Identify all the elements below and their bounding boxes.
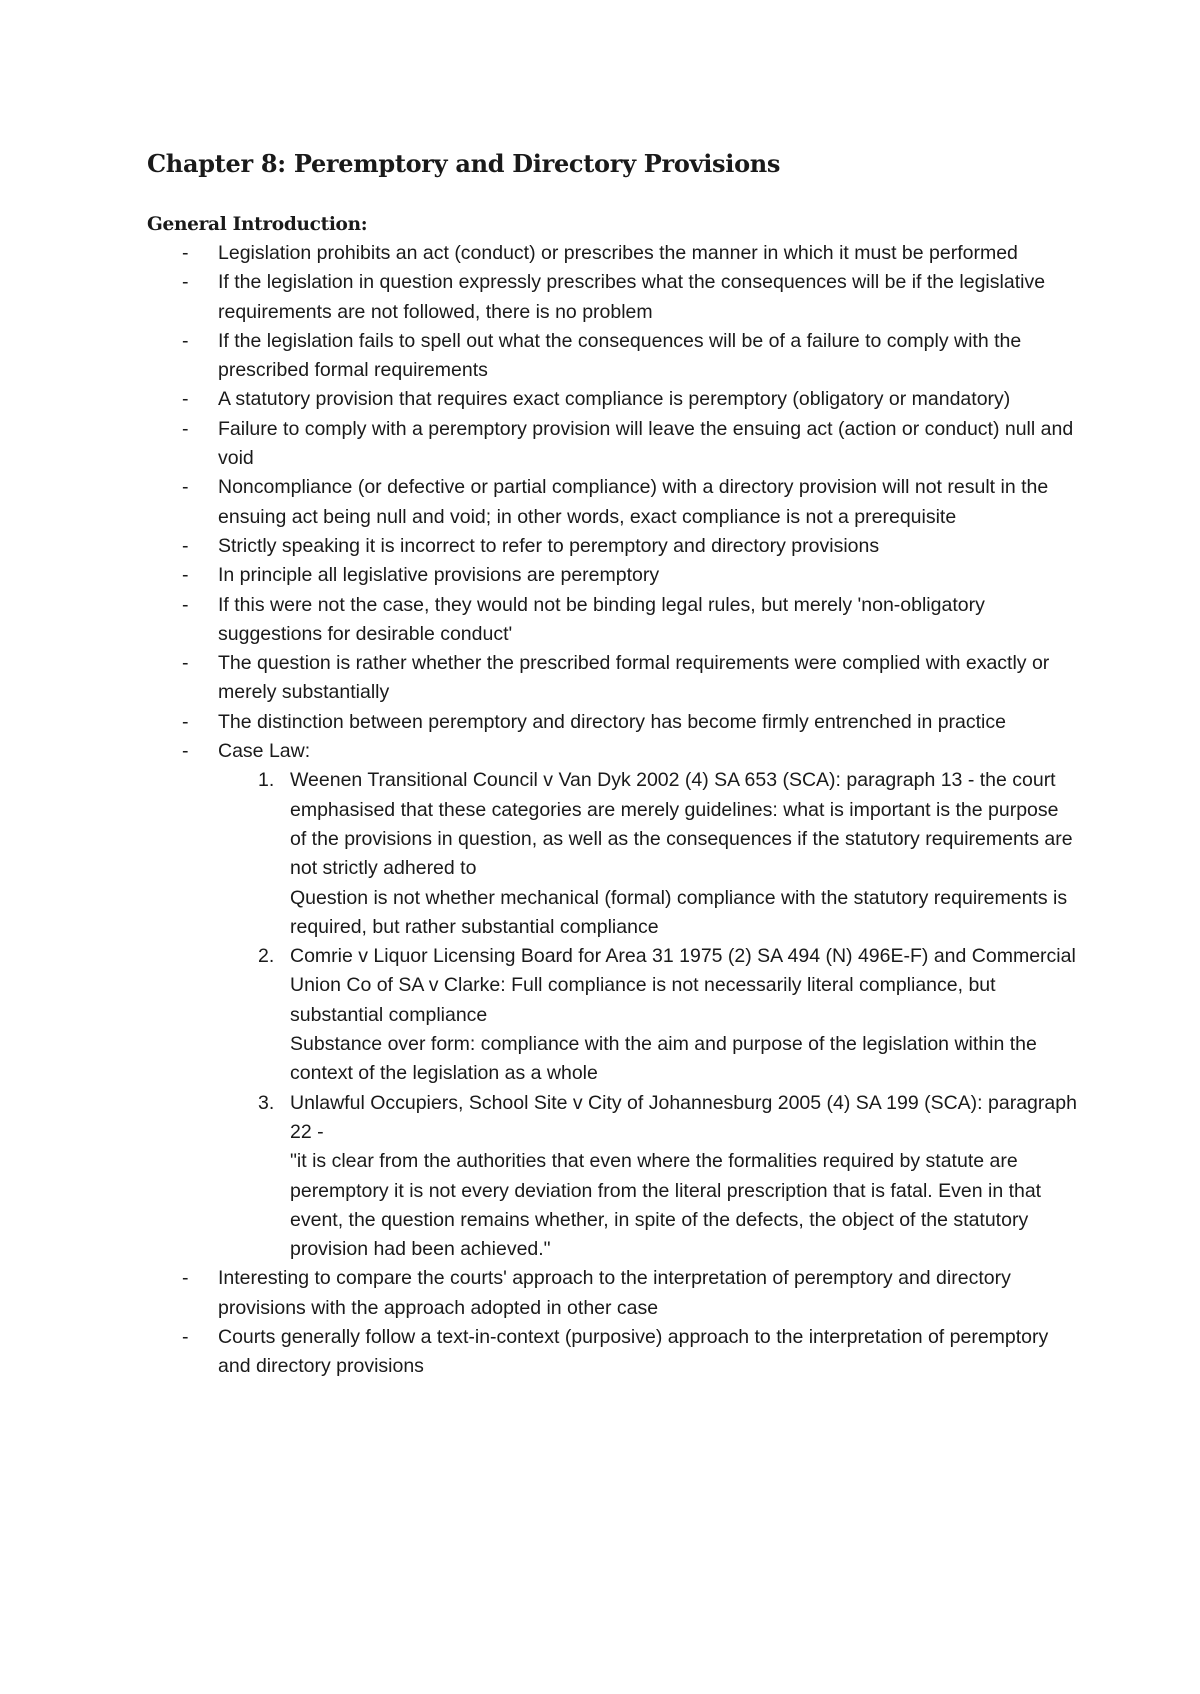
bullet-dash: - (182, 417, 189, 440)
bullet-text: Failure to comply with a peremptory provision will leave the ensuing act (action or conduct) null and void (218, 417, 1074, 470)
bullet-dash: - (182, 710, 189, 733)
bullet-item (147, 473, 1077, 532)
document-page (147, 147, 1077, 1382)
case-number: 1. (258, 769, 275, 792)
case-item (218, 1089, 1077, 1265)
bullet-item (147, 415, 1077, 474)
bullet-item (147, 268, 1077, 327)
case-item (218, 942, 1077, 1088)
bullet-dash: - (182, 1325, 189, 1348)
bullet-text: Interesting to compare the courts' approach to the interpretation of peremptory and directory provisions with the approach adopted in other case (218, 1267, 1011, 1319)
bullet-text: In principle all legislative provisions are peremptory (218, 564, 660, 587)
bullet-text: If the legislation in question expressly prescribes what the consequences will be if the legislative requirements are not followed, there is no problem (218, 271, 1046, 323)
bullet-item (147, 649, 1077, 708)
bullet-dash: - (182, 329, 189, 352)
case-quote: "it is clear from the authorities that even where the formalities required by statute are peremptory it is not every deviation from the literal prescription that is fatal. Even in that event, the question remains whether, in spite of the defects, the object of the statutory provision had been achieved." (290, 1150, 1042, 1261)
case-law-label: Case Law: (218, 740, 311, 763)
bullet-text: A statutory provision that requires exact compliance is peremptory (obligatory or mandatory) (218, 388, 1011, 411)
bullet-item (147, 1264, 1077, 1323)
bullet-item (147, 1323, 1077, 1382)
bullet-text: If the legislation fails to spell out what the consequences will be of a failure to comply with the prescribed formal requirements (218, 329, 1022, 382)
bullet-text: The distinction between peremptory and directory has become firmly entrenched in practice (218, 710, 1006, 733)
bullet-dash: - (182, 740, 189, 763)
section-heading: General Introduction: (147, 214, 368, 235)
bullet-dash: - (182, 242, 189, 264)
bullet-dash: - (182, 476, 189, 499)
case-paragraph: Unlawful Occupiers, School Site v City of Johannesburg 2005 (4) SA 199 (SCA): paragraph 22 - (290, 1091, 1077, 1143)
bullet-item (147, 591, 1077, 650)
introduction-bullet-list (147, 239, 1077, 1382)
case-list (218, 766, 1077, 1264)
case-paragraph: Comrie v Liquor Licensing Board for Area 31 1975 (2) SA 494 (N) 496E-F) and Commercial Union Co of SA v Clarke: Full compliance is not necessarily literal compliance, but substantial compliance (290, 945, 1076, 1026)
case-paragraph: Question is not whether mechanical (formal) compliance with the statutory requirements is required, but rather substantial compliance (290, 886, 1068, 938)
case-item (218, 766, 1077, 942)
case-number: 2. (258, 945, 275, 968)
bullet-dash: - (182, 271, 189, 294)
bullet-item (147, 239, 1077, 268)
bullet-dash: - (182, 1267, 189, 1290)
bullet-item (147, 385, 1077, 414)
bullet-text: If this were not the case, they would not be binding legal rules, but merely 'non-obligatory suggestions for desirable conduct' (218, 593, 985, 645)
bullet-item (147, 561, 1077, 590)
bullet-text: Courts generally follow a text-in-context (purposive) approach to the interpretation of peremptory and directory provisions (218, 1325, 1049, 1378)
case-paragraph: Substance over form: compliance with the aim and purpose of the legislation within the context of the legislation as a whole (290, 1033, 1037, 1085)
bullet-dash: - (182, 534, 189, 557)
case-paragraph: Weenen Transitional Council v Van Dyk 2002 (4) SA 653 (SCA): paragraph 13 - the court emphasised that these categories are merely guidelines: what is important is the purpose of the provisions in question, as well as the consequences if the statutory requirements are not strictly adhered to (290, 769, 1073, 880)
bullet-item (147, 708, 1077, 737)
bullet-dash: - (182, 388, 189, 411)
bullet-dash: - (182, 564, 189, 587)
bullet-text: Strictly speaking it is incorrect to refer to peremptory and directory provisions (218, 534, 880, 557)
bullet-dash: - (182, 593, 189, 616)
bullet-text: The question is rather whether the prescribed formal requirements were complied with exactly or merely substantially (218, 652, 1050, 704)
bullet-item (147, 327, 1077, 386)
bullet-dash: - (182, 652, 189, 675)
bullet-item (147, 532, 1077, 561)
bullet-text: Legislation prohibits an act (conduct) or prescribes the manner in which it must be performed (218, 242, 1018, 264)
case-number: 3. (258, 1091, 275, 1114)
case-law-bullet (147, 737, 1077, 1264)
bullet-text: Noncompliance (or defective or partial compliance) with a directory provision will not result in the ensuing act being null and void; in other words, exact compliance is not a prerequisite (218, 476, 1049, 528)
chapter-title: Chapter 8: Peremptory and Directory Provisions (147, 149, 781, 178)
